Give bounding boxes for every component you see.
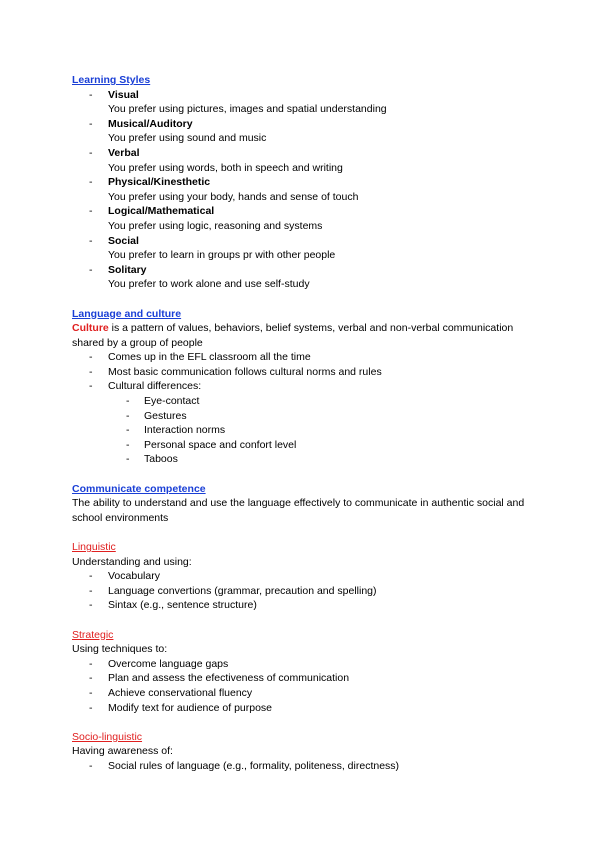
list-item: [72, 146, 532, 161]
dash-bullet: -: [89, 701, 93, 714]
dash-bullet: -: [89, 117, 93, 130]
bullet-text: Personal space and confort level: [144, 438, 297, 451]
list-item: [72, 204, 532, 219]
language-culture-heading: Language and culture: [72, 307, 182, 320]
style-title: Social: [108, 234, 139, 247]
strategic-intro: Using techniques to:: [72, 643, 168, 656]
style-desc: You prefer using pictures, images and spatial understanding: [108, 103, 387, 116]
style-title: Verbal: [108, 146, 140, 159]
dash-bullet: -: [89, 365, 93, 378]
socio-linguistic-intro: Having awareness of:: [72, 745, 173, 758]
communicate-competence-heading: Communicate competence: [72, 482, 206, 495]
bullet-text: Modify text for audience of purpose: [108, 701, 273, 714]
list-item: [72, 686, 532, 701]
sub-list-item: [72, 452, 532, 467]
culture-definition-text: is a pattern of values, behaviors, belief systems, verbal and non-verbal communication shared by a group of people: [72, 322, 514, 349]
dash-bullet: -: [126, 453, 130, 466]
bullet-text: Eye-contact: [144, 395, 200, 408]
list-item: [72, 598, 532, 613]
list-item: [72, 234, 532, 249]
dash-bullet: -: [89, 686, 93, 699]
competence-definition: The ability to understand and use the language effectively to communicate in authentic social and school environments: [72, 497, 525, 524]
sub-list-item: [72, 438, 532, 453]
document-page: [72, 73, 532, 774]
list-item: [72, 657, 532, 672]
bullet-text: Cultural differences:: [108, 380, 202, 393]
dash-bullet: -: [126, 409, 130, 422]
dash-bullet: -: [89, 380, 93, 393]
bullet-text: Overcome language gaps: [108, 657, 229, 670]
style-desc: You prefer to work alone and use self-study: [108, 278, 310, 291]
list-item: [72, 365, 532, 380]
list-item: [72, 117, 532, 132]
style-desc: You prefer using sound and music: [108, 132, 267, 145]
sub-list-item: [72, 409, 532, 424]
style-desc: You prefer using your body, hands and sense of touch: [108, 190, 359, 203]
linguistic-heading: Linguistic: [72, 541, 116, 553]
dash-bullet: -: [126, 424, 130, 437]
dash-bullet: -: [89, 570, 93, 583]
dash-bullet: -: [89, 759, 93, 772]
style-title: Physical/Kinesthetic: [108, 176, 211, 189]
bullet-text: Taboos: [144, 453, 178, 466]
strategic-heading: Strategic: [72, 628, 114, 641]
culture-keyword: Culture: [72, 322, 109, 335]
list-item: [72, 759, 532, 774]
list-item: [72, 263, 532, 278]
style-desc: You prefer to learn in groups pr with other people: [108, 249, 336, 262]
list-item: [72, 175, 532, 190]
bullet-text: Vocabulary: [108, 570, 160, 583]
style-title: Solitary: [108, 263, 147, 276]
list-item: [72, 701, 532, 716]
list-item: [72, 88, 532, 103]
dash-bullet: -: [89, 176, 93, 189]
style-title: Visual: [108, 88, 139, 101]
dash-bullet: -: [89, 672, 93, 685]
socio-linguistic-heading: Socio-linguistic: [72, 730, 143, 743]
sub-list-item: [72, 423, 532, 438]
culture-definition: [72, 321, 532, 350]
dash-bullet: -: [126, 438, 130, 451]
dash-bullet: -: [126, 395, 130, 408]
dash-bullet: -: [89, 88, 93, 101]
linguistic-intro: Understanding and using:: [72, 555, 192, 568]
dash-bullet: -: [89, 351, 93, 364]
dash-bullet: -: [89, 657, 93, 670]
list-item: [72, 379, 532, 394]
bullet-text: Achieve conservational fluency: [108, 686, 253, 699]
bullet-text: Social rules of language (e.g., formality, politeness, directness): [108, 759, 400, 772]
dash-bullet: -: [89, 205, 93, 218]
dash-bullet: -: [89, 584, 93, 597]
bullet-text: Comes up in the EFL classroom all the time: [108, 351, 311, 364]
learning-styles-list: [72, 88, 532, 292]
list-item: [72, 584, 532, 599]
style-title: Logical/Mathematical: [108, 205, 215, 218]
style-desc: You prefer using logic, reasoning and systems: [108, 219, 323, 232]
list-item: [72, 569, 532, 584]
bullet-text: Interaction norms: [144, 424, 226, 437]
dash-bullet: -: [89, 146, 93, 159]
learning-styles-heading: Learning Styles: [72, 74, 151, 86]
dash-bullet: -: [89, 599, 93, 612]
style-title: Musical/Auditory: [108, 117, 193, 130]
bullet-text: Sintax (e.g., sentence structure): [108, 599, 257, 612]
sub-list-item: [72, 394, 532, 409]
bullet-text: Plan and assess the efectiveness of communication: [108, 672, 350, 685]
dash-bullet: -: [89, 234, 93, 247]
bullet-text: Language convertions (grammar, precaution and spelling): [108, 584, 377, 597]
style-desc: You prefer using words, both in speech and writing: [108, 161, 343, 174]
bullet-text: Gestures: [144, 409, 187, 422]
list-item: [72, 671, 532, 686]
list-item: [72, 350, 532, 365]
dash-bullet: -: [89, 263, 93, 276]
bullet-text: Most basic communication follows cultural norms and rules: [108, 365, 382, 378]
